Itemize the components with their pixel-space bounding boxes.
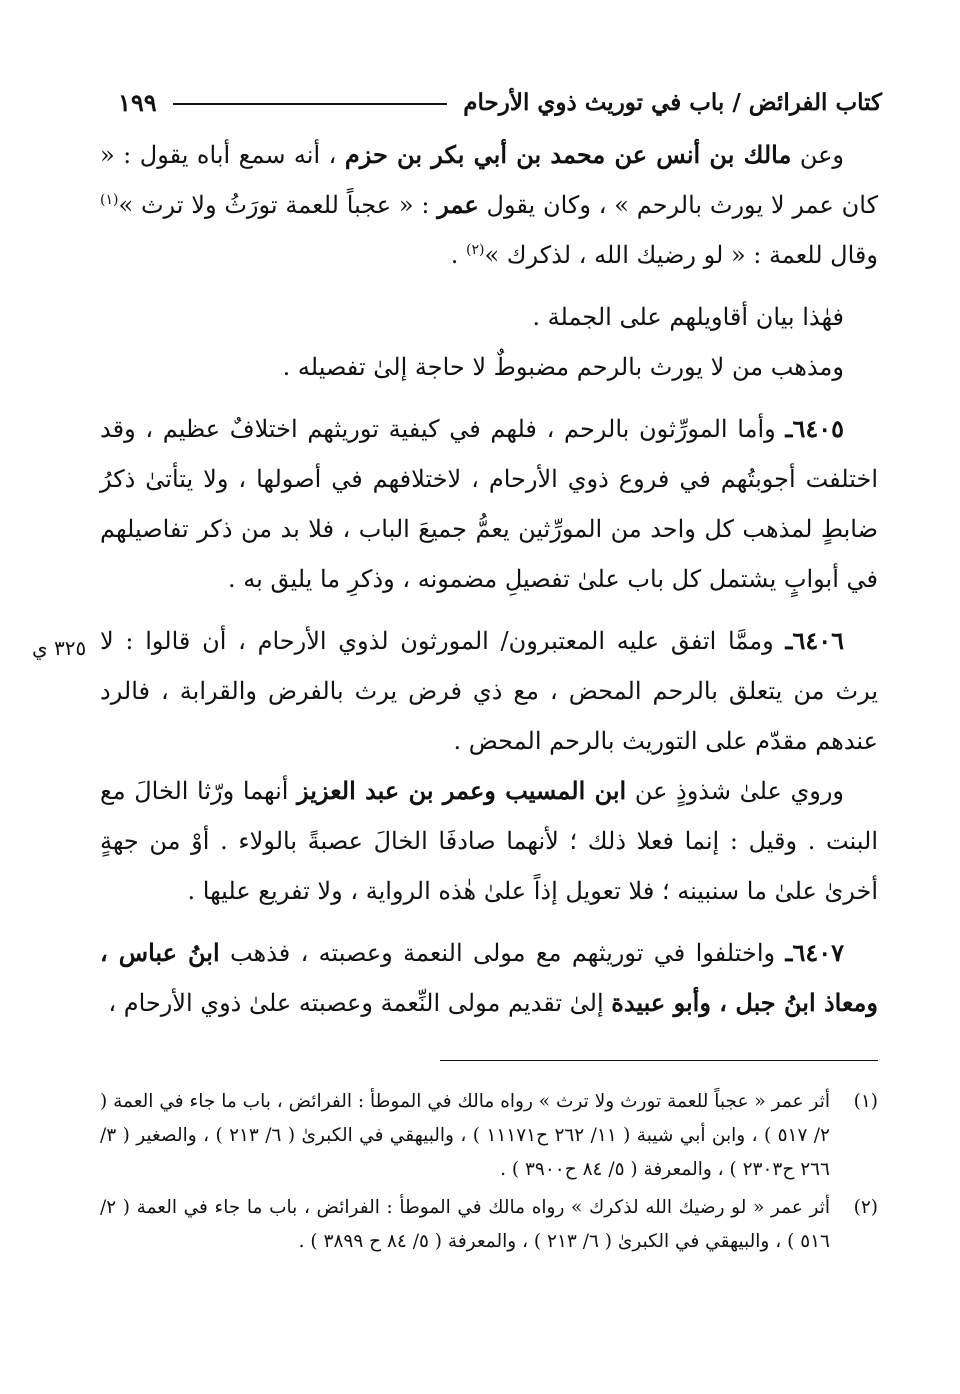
text-run: : « عجباً للعمة تورَثُ ولا ترث » (118, 191, 438, 219)
paragraph-6406 (100, 616, 878, 766)
footnotes (100, 1085, 878, 1263)
text-run: وعن (791, 141, 845, 169)
footnote-text: أثر عمر « لو رضيك الله لذكرك » رواه مالك في الموطأ : الفرائض ، باب ما جاء في العمة ( ٢/ ٥١٦ ) ، والبيهقي في الكبرىٰ ( ٦/ ٢١٣ ) ، والمعرفة ( ٥/ ٨٤ ح ٣٨٩٩ ) . (100, 1197, 830, 1252)
companion-names: ابنُ عباس ، ومعاذ ابنُ جبل ، وأبو عبيدة (100, 938, 878, 1017)
footnote-ref-1[interactable]: (١) (100, 192, 119, 208)
header-title: كتاب الفرائض / باب في توريث ذوي الأرحام (463, 88, 882, 116)
text-run: . (450, 241, 466, 269)
footnote-1 (100, 1085, 878, 1187)
text-run: واختلفوا في توريثهم مع مولى النعمة وعصبته ، فذهب (219, 939, 786, 967)
text-run: وممَّا اتفق عليه المعتبرون/ المورثون لذوي الأرحام ، أن قالوا : لا يرث من يتعلق بالرحم المحض ، مع ذي فرض يرث بالفرض والقرابة ، فالرد عندهم مقدّم على التوريث بالرحم المحض . (100, 627, 878, 755)
paragraph-2: فهٰذا بيان أقاويلهم على الجملة . (532, 303, 844, 331)
issue-number: ٦٤٠٧ـ (785, 938, 845, 967)
text-run: وقال للعمة : « لو رضيك الله ، لذكرك » (484, 241, 878, 269)
issue-number: ٦٤٠٦ـ (785, 626, 844, 655)
footnote-number: (٢) (853, 1197, 878, 1218)
name-omar: عمر (437, 190, 479, 219)
footnote-2 (100, 1191, 878, 1259)
paragraph-6407 (100, 928, 878, 1028)
footnote-separator (440, 1060, 878, 1061)
issue-number: ٦٤٠٥ـ (785, 414, 844, 443)
page-number: ١٩٩ (118, 87, 157, 117)
margin-page-reference: ٣٢٥ ي (32, 636, 87, 660)
narrator-chain: مالك بن أنس عن محمد بن أبي بكر بن حزم (344, 140, 792, 169)
text-run: أنهما ورّثا الخالَ مع البنت . وقيل : إنما فعلا ذلك ؛ لأنهما صادفَا الخالَ عصبةً بالولاء . أوْ من جهةٍ أخرىٰ علىٰ ما سنبينه ؛ فلا تعويل إذاً علىٰ هٰذه الرواية ، ولا تفريع عليها . (100, 777, 878, 905)
footnote-text: أثر عمر « عجباً للعمة تورث ولا ترث » رواه مالك في الموطأ : الفرائض ، باب ما جاء في العمة ( ٢/ ٥١٧ ) ، وابن أبي شيبة ( ١١/ ٢٦٢ ح١١١٧١ ) ، والبيهقي في الكبرىٰ ( ٦/ ٢١٣ ) ، والصغير ( ٣/ ٢٦٦ ح٢٣٠٣ ) ، والمعرفة ( ٥/ ٨٤ ح٣٩٠٠ ) . (100, 1091, 830, 1180)
footnote-number: (١) (853, 1091, 878, 1112)
paragraph-narration (100, 766, 878, 916)
paragraph-3: ومذهب من لا يورث بالرحم مضبوطٌ لا حاجة إلىٰ تفصيله . (282, 353, 844, 381)
text-run: ، أنه سمع أباه يقول : « كان عمر لا يورث بالرحم » ، وكان يقول (100, 141, 879, 219)
paragraph-6405 (100, 404, 878, 604)
text-run: وأما المورِّثون بالرحم ، فلهم في كيفية توريثهم اختلافٌ عظيم ، وقد اختلفت أجوبتُهم في فروع ذوي الأرحام ، لاختلافهم في أصولها ، ولا يتأتىٰ ذكرُ ضابطٍ لمذهب كل واحد من المورِّثين يعمُّ جميعَ الباب ، فلا بد من ذكر تفاصيلهم في أبوابٍ يشتمل كل باب علىٰ تفصيلِ مضمونه ، وذكرِ ما يليق به . (100, 415, 878, 593)
running-header (118, 82, 882, 122)
header-rule (173, 103, 448, 105)
narrator-names: ابن المسيب وعمر بن عبد العزيز (297, 776, 627, 805)
footnote-ref-2[interactable]: (٢) (465, 242, 485, 258)
paragraph-1 (100, 130, 878, 280)
main-text (100, 130, 878, 1028)
text-run: إلىٰ تقديم مولى النِّعمة وعصبته علىٰ ذوي الأرحام ، (108, 989, 612, 1017)
text-run: وروي علىٰ شذوذٍ عن (626, 777, 845, 805)
